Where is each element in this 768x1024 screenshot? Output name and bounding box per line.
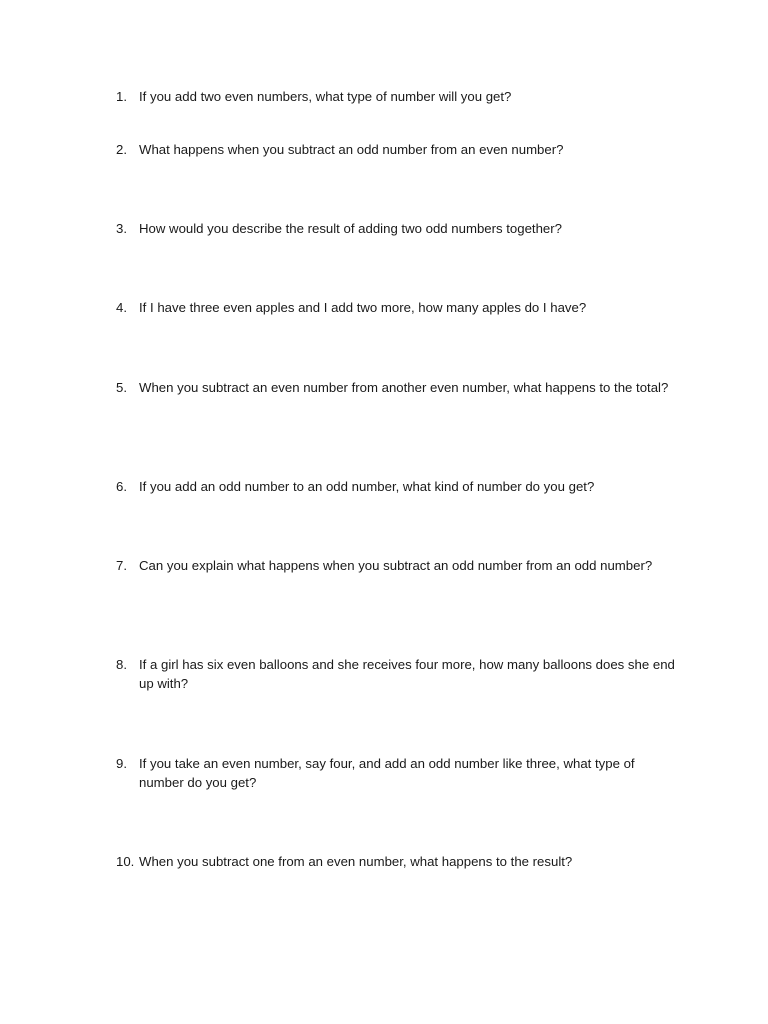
question-number: 4. [116, 300, 127, 315]
question-text: If a girl has six even balloons and she receives four more, how many balloons does she end up with? [139, 657, 675, 691]
question-number: 7. [116, 558, 127, 573]
question-number: 2. [116, 142, 127, 157]
question-number: 8. [116, 657, 127, 672]
question-item [116, 219, 676, 238]
question-item [116, 378, 676, 397]
question-number: 3. [116, 221, 127, 236]
question-item [116, 655, 676, 693]
question-number: 9. [116, 756, 127, 771]
question-number: 10. [116, 854, 135, 869]
question-number: 5. [116, 380, 127, 395]
question-item [116, 754, 676, 792]
question-item [116, 140, 676, 159]
question-item [116, 298, 676, 317]
question-item [116, 556, 676, 575]
question-text: Can you explain what happens when you subtract an odd number from an odd number? [139, 558, 653, 573]
question-text: When you subtract an even number from another even number, what happens to the total? [139, 380, 669, 395]
question-text: If you add an odd number to an odd number, what kind of number do you get? [139, 479, 595, 494]
question-item [116, 87, 676, 106]
question-item [116, 477, 676, 496]
question-text: If you take an even number, say four, and add an odd number like three, what type of number do you get? [139, 756, 635, 790]
question-text: When you subtract one from an even number, what happens to the result? [139, 854, 573, 869]
question-number: 1. [116, 89, 127, 104]
question-number: 6. [116, 479, 127, 494]
question-item [116, 852, 676, 871]
question-text: What happens when you subtract an odd number from an even number? [139, 142, 564, 157]
question-text: How would you describe the result of adding two odd numbers together? [139, 221, 562, 236]
question-text: If you add two even numbers, what type of number will you get? [139, 89, 512, 104]
question-text: If I have three even apples and I add two more, how many apples do I have? [139, 300, 587, 315]
